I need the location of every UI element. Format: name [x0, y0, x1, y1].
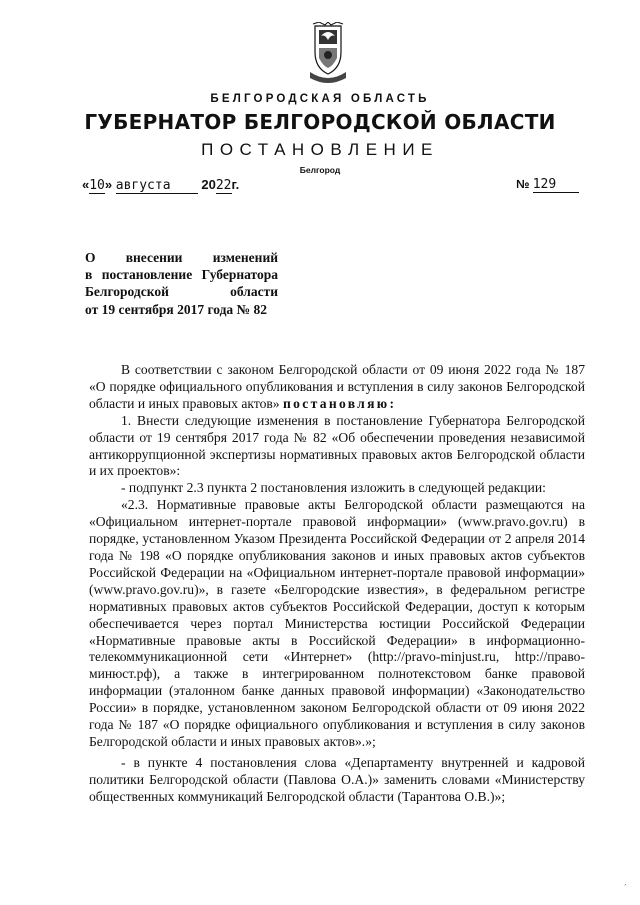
- date-quote-open: «: [82, 177, 90, 192]
- page-mark: ´: [624, 883, 627, 892]
- document-subject: [85, 249, 278, 318]
- subject-line: от 19 сентября 2017 года № 82: [85, 301, 267, 317]
- date-quote-close: »: [104, 177, 113, 192]
- paragraph-preamble: [89, 362, 585, 413]
- city-label: Белгород: [299, 165, 341, 175]
- subject-line: О внесении изменений: [85, 250, 278, 265]
- number-value: 129: [533, 177, 579, 193]
- paragraph-subitem: - подпункт 2.3 пункта 2 постановления изложить в следующей редакции:: [121, 480, 546, 496]
- date-year-abbr: г.: [231, 177, 240, 192]
- number-prefix: №: [516, 177, 530, 191]
- region-title: БЕЛГОРОДСКАЯ ОБЛАСТЬ: [210, 93, 430, 105]
- subject-line: Белгородской области: [85, 284, 278, 300]
- preamble-text: В соответствии с законом Белгородской области от 09 июня 2022 года № 187 «О порядке официального опубликования и вступления в силу законов Белгородской области и иных правовых актов»: [89, 362, 585, 411]
- document-body: [89, 362, 585, 806]
- coat-of-arms-emblem: [305, 22, 351, 90]
- paragraph-item-4: - в пункте 4 постановления слова «Департаменту внутренней и кадровой политики Белгородской области (Павлова О.А.)» заменить словами «Министерству общественных коммуникаций Белгородской области (Тарантова О.В.)»;: [89, 754, 585, 804]
- paragraph-item-1: 1. Внести следующие изменения в постановление Губернатора Белгородской области от 19 сентября 2017 года № 82 «Об обеспечении проведения независимой антикоррупционной экспертизы нормативных правовых актов Белгородской области и их проектов»:: [89, 412, 585, 479]
- date-day: 10: [89, 178, 105, 193]
- date-month: августа: [116, 178, 198, 194]
- governor-title: ГУБЕРНАТОР БЕЛГОРОДСКОЙ ОБЛАСТИ: [84, 110, 556, 134]
- document-type: ПОСТАНОВЛЕНИЕ: [201, 140, 439, 159]
- paragraph-quoted-text: «2.3. Нормативные правовые акты Белгородской области размещаются на «Официальном интернет-портале правовой информации» (www.pravo.gov.ru) в порядке, установленном Указом Президента Российской Федерации от 2 апреля 2014 года № 198 «О порядке опубликования законов и иных правовых актов субъектов Российской Федерации на «Официальном интернет-портале правовой информации» (www.pravo.gov.ru)», в газете «Белгородские известия», в федеральном регистре нормативных правовых актов субъектов Российской Федерации, доступ к которым обеспечивается через портал Министерства юстиции Российской Федерации «Нормативные правовые акты в Российской Федерации» в информационно-телекоммуникационной сети «Интернет» (http://pravo-minjust.ru, http://право-минюст.рф), а также в интегрированном полнотекстовом банке правовой информации (эталонном банке данных правовой информации) «Законодательство России» в порядке, установленном законом Белгородской области от 09 июня 2022 года № 187 «О порядке официального опубликования и вступления в силу законов Белгородской области и иных правовых актов».»;: [89, 497, 585, 749]
- document-number: [516, 177, 579, 193]
- date-year-suffix: 22: [215, 178, 232, 193]
- document-date: [82, 177, 239, 194]
- decree-word: постановляю:: [283, 395, 397, 411]
- date-year-prefix: 20: [201, 177, 216, 192]
- subject-line: в постановление Губернатора: [85, 267, 278, 283]
